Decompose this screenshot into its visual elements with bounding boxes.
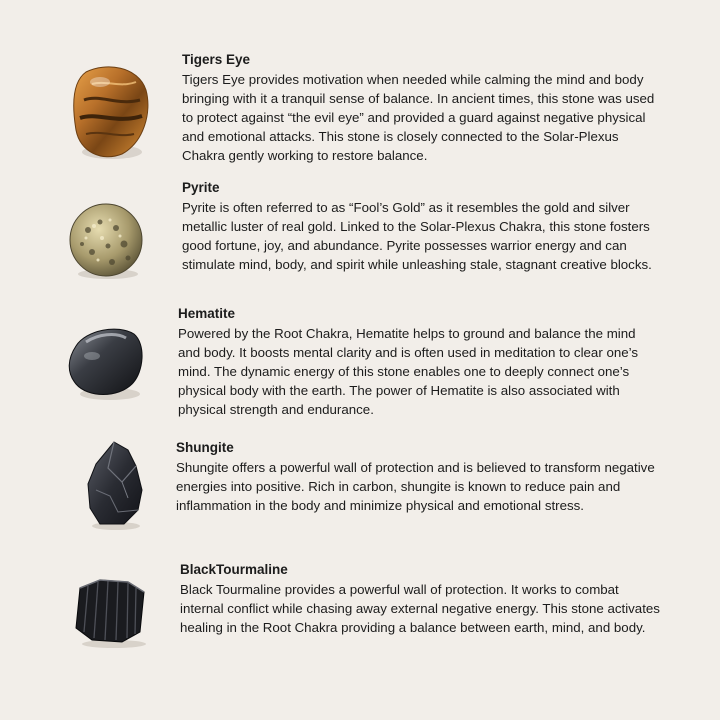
stone-title: Shungite (176, 440, 234, 455)
stone-title: Hematite (178, 306, 236, 321)
stone-description: Powered by the Root Chakra, Hematite helps to ground and balance the mind and body. It boosts mental clarity and is often used in meditation to clear one’s mind. The dynamic energy of this stone enables one to deeply connect one’s physical body with the earth. The power of Hematite is also associated with physical strength and endurance. (178, 326, 638, 417)
stone-description: Shungite offers a powerful wall of protection and is believed to transform negative energies into positive. Rich in carbon, shungite is known to reduce pain and inflammation in the body and minimize physical and emotional stress. (176, 460, 655, 513)
stone-title: Pyrite (182, 180, 220, 195)
tigers-eye-stone-icon (66, 60, 152, 164)
pyrite-stone-icon (64, 200, 148, 280)
shungite-stone-icon (84, 438, 148, 532)
stone-description: Pyrite is often referred to as “Fool’s Gold” as it resembles the gold and silver metallic luster of real gold. Linked to the Solar-Plexus Chakra, this stone fosters good fortune, joy, and abundance. Pyrite possesses warrior energy and can stimulate mind, body, and spirit while unleashing stale, stagnant creative blocks. (182, 200, 652, 272)
black-tourmaline-stone-icon (70, 574, 152, 650)
stone-title: Tigers Eye (182, 52, 251, 67)
stone-title: BlackTourmaline (180, 562, 288, 577)
stone-description: Black Tourmaline provides a powerful wall of protection. It works to combat internal conflict while chasing away external negative energy. This stone activates healing in the Root Chakra providing a balance between earth, mind, and body. (180, 582, 660, 635)
stone-description: Tigers Eye provides motivation when needed while calming the mind and body bringing with it a tranquil sense of balance. In ancient times, this stone was used to protect against “the evil eye” and provided a guard against negative physical and emotional attacks. This stone is closely connected to the Solar-Plexus Chakra gently working to restore balance. (182, 72, 655, 163)
hematite-stone-icon (62, 322, 148, 402)
